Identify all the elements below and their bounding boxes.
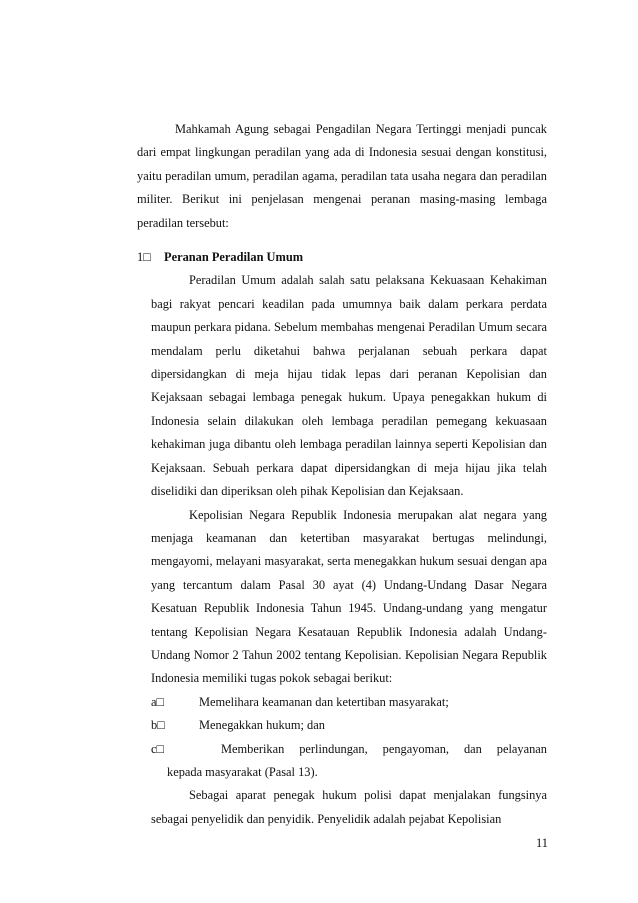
paragraph-kepolisian: Kepolisian Negara Republik Indonesia merupakan alat negara yang menjaga keamanan dan ketertiban masyarakat bertugas melindungi, mengayomi, melayani masyarakat, serta menegakkan hukum sesuai dengan apa yang tercantum dalam Pasal 30 ayat (4) Undang-Undang Dasar Negara Kesatuan Republik Indonesia Tahun 1945. Undang-undang yang mengatur tentang Kepolisian Negara Kesatauan Republik Indonesia adalah Undang-Undang Nomor 2 Tahun 2002 tentang Kepolisian. Kepolisian Negara Republik Indonesia memiliki tugas pokok sebagai berikut:: [151, 507, 547, 686]
page-number: 11: [536, 836, 548, 850]
list-marker: c□: [151, 741, 164, 756]
section-number: 1□: [137, 250, 151, 265]
list-item-text: Menegakkan hukum; dan: [199, 718, 325, 733]
list-marker: b□: [151, 718, 165, 733]
section-title: Peranan Peradilan Umum: [164, 250, 304, 265]
list-item: [151, 738, 547, 785]
section-heading: [137, 246, 547, 269]
task-list: [151, 691, 547, 785]
closing-paragraph: Sebagai aparat penegak hukum polisi dapat menjalakan fungsinya sebagai penyelidik dan penyidik. Penyelidik adalah pejabat Kepolisian: [151, 788, 547, 826]
list-item-continuation: kepada masyarakat (Pasal 13).: [167, 764, 318, 779]
list-item-text: Memelihara keamanan dan ketertiban masyarakat;: [199, 694, 449, 709]
list-item: [151, 691, 547, 714]
page-content: [137, 118, 547, 831]
intro-paragraph: Mahkamah Agung sebagai Pengadilan Negara Tertinggi menjadi puncak dari empat lingkungan peradilan yang ada di Indonesia sesuai dengan konstitusi, yaitu peradilan umum, peradilan agama, peradilan tata usaha negara dan peradilan militer. Berikut ini penjelasan mengenai peranan masing-masing lembaga peradilan tersebut:: [137, 122, 547, 230]
list-item: [151, 714, 547, 737]
list-item-text: Memberikan perlindungan, pengayoman, dan pelayanan: [221, 741, 547, 756]
list-marker: a□: [151, 694, 164, 709]
paragraph-peradilan-umum: Peradilan Umum adalah salah satu pelaksana Kekuasaan Kehakiman bagi rakyat pencari keadilan pada umumnya baik dalam perkara perdata maupun perkara pidana. Sebelum membahas mengenai Peradilan Umum secara mendalam perlu diketahui bahwa perjalanan sebuah perkara dapat dipersidangkan di meja hijau tidak lepas dari peranan Kepolisian dan Kejaksaan sebagai lembaga penegak hukum. Upaya penegakkan hukum di Indonesia selain dilakukan oleh lembaga peradilan pemegang kekuasaan kehakiman juga dibantu oleh lembaga peradilan lainnya seperti Kepolisian dan Kejaksaan. Sebuah perkara dapat dipersidangkan di meja hijau jika telah diselidiki dan diperiksan oleh pihak Kepolisian dan Kejaksaan.: [151, 273, 547, 499]
